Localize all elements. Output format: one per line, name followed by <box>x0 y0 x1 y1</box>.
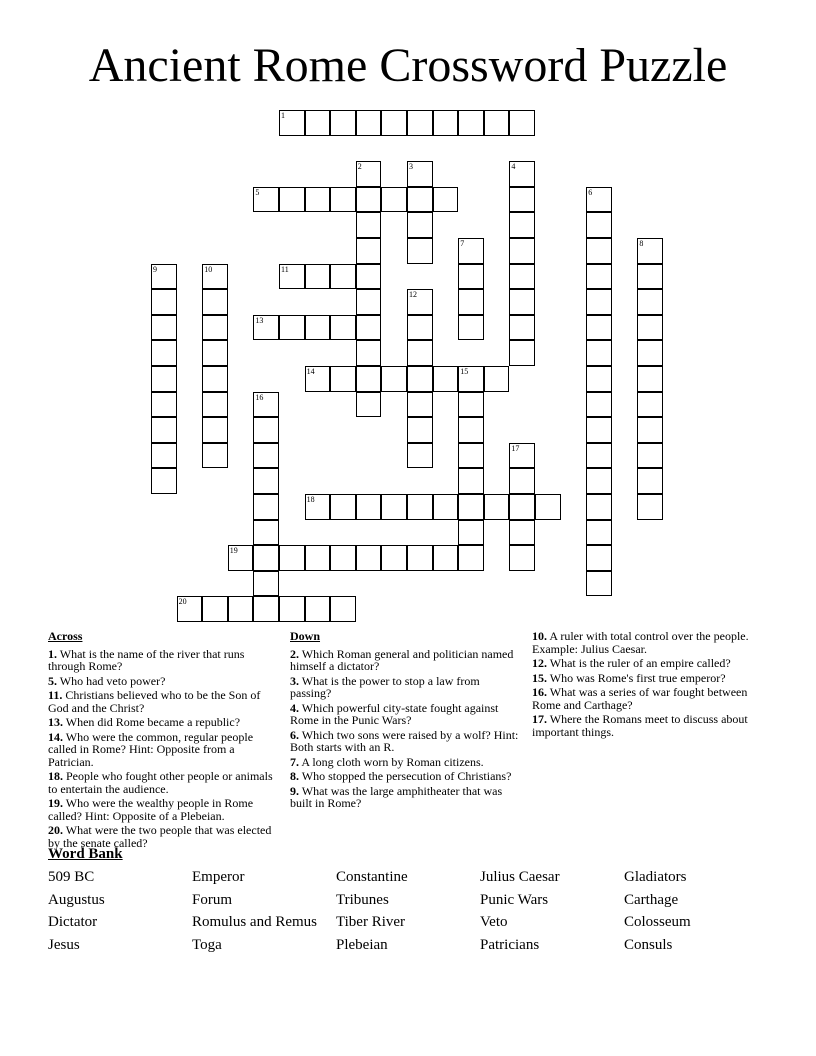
clue-number: 4. <box>290 700 299 715</box>
across-clue <box>48 716 280 729</box>
grid-cell[interactable] <box>253 315 279 341</box>
grid-cell[interactable] <box>586 468 612 494</box>
word-bank-item: Gladiators <box>624 869 687 885</box>
grid-cell[interactable] <box>637 443 663 469</box>
down-clue <box>532 657 768 670</box>
grid-cell[interactable] <box>458 392 484 418</box>
clue-text: Who were the wealthy people in Rome called? Hint: Opposite of a Plebeian. <box>48 796 254 823</box>
clue-number: 2. <box>290 646 299 661</box>
cell-number: 6 <box>588 187 593 197</box>
grid-cell[interactable] <box>586 520 612 546</box>
grid-cell[interactable] <box>586 494 612 520</box>
grid-cell[interactable] <box>330 366 356 392</box>
grid-cell[interactable] <box>151 443 177 469</box>
clue-text: People who fought other people or animals to entertain the audience. <box>48 769 273 796</box>
word-bank-item: Augustus <box>48 891 105 908</box>
grid-cell[interactable] <box>253 520 279 546</box>
grid-cell[interactable] <box>330 596 356 622</box>
cell-number: 7 <box>460 239 465 248</box>
grid-cell[interactable] <box>202 315 228 341</box>
grid-cell[interactable] <box>407 238 433 264</box>
clue-text: Who was Rome's first true emperor? <box>547 670 726 685</box>
clue-text: What is the power to stop a law from passing? <box>290 673 480 700</box>
down-clue <box>290 675 522 700</box>
clue-text: Who had veto power? <box>57 673 166 688</box>
grid-cell[interactable] <box>433 366 459 392</box>
across-clue <box>48 770 280 795</box>
grid-cell[interactable] <box>356 110 382 136</box>
grid-cell[interactable] <box>330 264 356 290</box>
grid-cell[interactable] <box>151 417 177 443</box>
grid-cell[interactable] <box>305 366 331 392</box>
grid-cell[interactable] <box>253 571 279 597</box>
grid-cell[interactable] <box>151 264 177 290</box>
grid-cell[interactable] <box>330 110 356 136</box>
cell-number: 14 <box>306 367 315 376</box>
grid-cell[interactable] <box>586 571 612 597</box>
grid-cell[interactable] <box>509 520 535 546</box>
clue-number: 12. <box>532 656 547 670</box>
cell-number: 9 <box>153 264 157 274</box>
grid-cell[interactable] <box>535 494 561 520</box>
grid-cell[interactable] <box>458 110 484 136</box>
word-bank-item: Jesus <box>48 936 80 953</box>
grid-cell[interactable] <box>458 315 484 341</box>
grid-cell[interactable] <box>407 417 433 443</box>
grid-cell[interactable] <box>381 366 407 392</box>
cell-number: 17 <box>511 443 520 453</box>
grid-cell[interactable] <box>458 417 484 443</box>
grid-cell[interactable] <box>433 545 459 571</box>
down-clue <box>290 702 522 727</box>
clue-number: 1. <box>48 646 57 661</box>
grid-cell[interactable] <box>305 315 331 341</box>
grid-cell[interactable] <box>253 494 279 520</box>
grid-cell[interactable] <box>356 494 382 520</box>
grid-cell[interactable] <box>356 289 382 315</box>
cell-number: 15 <box>460 367 469 376</box>
grid-cell[interactable] <box>356 161 382 187</box>
grid-cell[interactable] <box>484 110 510 136</box>
grid-cell[interactable] <box>279 315 305 341</box>
down-clue <box>290 756 522 769</box>
grid-cell[interactable] <box>407 392 433 418</box>
grid-cell[interactable] <box>586 366 612 392</box>
grid-cell[interactable] <box>330 545 356 571</box>
grid-cell[interactable] <box>586 340 612 366</box>
cell-number: 16 <box>255 392 264 402</box>
grid-cell[interactable] <box>228 545 254 571</box>
grid-cell[interactable] <box>305 494 331 520</box>
clue-text: Who were the common, regular people called in Rome? Hint: Opposite from a Patrician. <box>48 729 254 769</box>
down-clues-col1 <box>290 630 522 812</box>
grid-cell[interactable] <box>586 392 612 418</box>
page-title: Ancient Rome Crossword Puzzle <box>88 39 728 92</box>
grid-cell[interactable] <box>279 187 305 213</box>
grid-cell[interactable] <box>586 264 612 290</box>
grid-cell[interactable] <box>330 494 356 520</box>
grid-cell[interactable] <box>586 417 612 443</box>
word-bank-item: Patricians <box>480 936 540 953</box>
grid-cell[interactable] <box>407 545 433 571</box>
clue-text: A long cloth worn by Roman citizens. <box>299 754 484 769</box>
grid-cell[interactable] <box>637 264 663 290</box>
grid-cell[interactable] <box>407 443 433 469</box>
down-clue <box>532 630 768 655</box>
clue-number: 9. <box>290 783 299 798</box>
grid-cell[interactable] <box>509 340 535 366</box>
word-bank-item: Toga <box>192 936 222 953</box>
grid-cell[interactable] <box>202 366 228 392</box>
grid-cell[interactable] <box>151 315 177 341</box>
down-clue <box>532 686 768 711</box>
clue-text: When did Rome became a republic? <box>63 715 241 729</box>
word-bank-item: Tiber River <box>336 914 406 930</box>
grid-cell[interactable] <box>279 545 305 571</box>
grid-cell[interactable] <box>484 494 510 520</box>
grid-cell[interactable] <box>509 161 535 187</box>
grid-cell[interactable] <box>151 289 177 315</box>
clue-number: 20. <box>48 823 63 837</box>
clue-number: 3. <box>290 673 299 688</box>
grid-cell[interactable] <box>433 110 459 136</box>
word-bank-heading: Word Bank <box>48 846 123 862</box>
word-bank-item: Plebeian <box>336 936 388 953</box>
grid-cell[interactable] <box>407 366 433 392</box>
grid-cell[interactable] <box>381 494 407 520</box>
grid-cell[interactable] <box>407 110 433 136</box>
grid-cell[interactable] <box>586 212 612 238</box>
across-clue <box>48 648 280 673</box>
grid-cell[interactable] <box>637 417 663 443</box>
across-clue <box>48 689 280 714</box>
grid-cell[interactable] <box>458 545 484 571</box>
clue-number: 19. <box>48 796 63 810</box>
grid-cell[interactable] <box>509 443 535 469</box>
word-bank-item: Carthage <box>624 891 679 908</box>
down-clue <box>290 729 522 754</box>
grid-cell[interactable] <box>202 417 228 443</box>
grid-cell[interactable] <box>509 289 535 315</box>
grid-cell[interactable] <box>637 468 663 494</box>
cell-number: 3 <box>409 162 413 172</box>
grid-cell[interactable] <box>458 520 484 546</box>
clue-number: 8. <box>290 769 299 783</box>
grid-cell[interactable] <box>253 596 279 622</box>
across-clue <box>48 731 280 769</box>
word-bank-item: Emperor <box>192 869 245 885</box>
clue-text: Where the Romans meet to discuss about important things. <box>532 712 748 739</box>
down-clue <box>532 713 768 738</box>
clue-text: What is the ruler of an empire called? <box>547 656 731 670</box>
down-clues-col2 <box>532 630 768 740</box>
grid-cell[interactable] <box>356 238 382 264</box>
clue-number: 13. <box>48 715 63 729</box>
clue-text: What was a series of war fought between Rome and Carthage? <box>532 685 748 712</box>
down-clue <box>532 672 768 685</box>
grid-cell[interactable] <box>407 212 433 238</box>
grid-cell[interactable] <box>637 315 663 341</box>
grid-cell[interactable] <box>509 187 535 213</box>
word-bank-item: Consuls <box>624 936 673 953</box>
grid-cell[interactable] <box>253 392 279 418</box>
grid-cell[interactable] <box>305 187 331 213</box>
cell-number: 8 <box>639 239 644 248</box>
grid-cell[interactable] <box>202 340 228 366</box>
clue-number: 6. <box>290 727 299 742</box>
clue-number: 18. <box>48 769 63 783</box>
grid-cell[interactable] <box>637 238 663 264</box>
grid-cell[interactable] <box>509 494 535 520</box>
grid-cell[interactable] <box>356 392 382 418</box>
clue-number: 10. <box>532 629 547 643</box>
grid-cell[interactable] <box>253 545 279 571</box>
cell-number: 10 <box>204 264 213 274</box>
grid-cell[interactable] <box>305 596 331 622</box>
cell-number: 18 <box>306 495 315 504</box>
grid-cell[interactable] <box>151 392 177 418</box>
grid-cell[interactable] <box>151 366 177 392</box>
clue-text: Which powerful city-state fought against Rome in the Punic Wars? <box>290 700 499 727</box>
grid-cell[interactable] <box>407 187 433 213</box>
grid-cell[interactable] <box>305 264 331 290</box>
grid-cell[interactable] <box>330 187 356 213</box>
grid-cell[interactable] <box>637 289 663 315</box>
grid-cell[interactable] <box>279 264 305 290</box>
cell-number: 11 <box>281 264 289 274</box>
word-bank-item: Veto <box>480 914 508 930</box>
cell-number: 13 <box>255 315 264 325</box>
word-bank-item: Dictator <box>48 914 98 930</box>
grid-cell[interactable] <box>356 264 382 290</box>
grid-cell[interactable] <box>407 494 433 520</box>
grid-cell[interactable] <box>637 494 663 520</box>
grid-cell[interactable] <box>509 212 535 238</box>
grid-cell[interactable] <box>458 289 484 315</box>
clue-text: What were the two people that was elected by the senate called? <box>48 823 272 850</box>
across-clue <box>48 797 280 822</box>
grid-cell[interactable] <box>356 366 382 392</box>
grid-cell[interactable] <box>279 596 305 622</box>
grid-cell[interactable] <box>458 443 484 469</box>
cell-number: 1 <box>281 111 285 120</box>
grid-cell[interactable] <box>586 289 612 315</box>
grid-cell[interactable] <box>637 340 663 366</box>
across-heading: Across <box>48 629 83 643</box>
clue-text: A ruler with total control over the people. Example: Julius Caesar. <box>532 629 749 656</box>
down-heading: Down <box>290 629 321 643</box>
grid-cell[interactable] <box>407 315 433 341</box>
grid-cell[interactable] <box>433 494 459 520</box>
grid-cell[interactable] <box>202 596 228 622</box>
grid-cell[interactable] <box>509 315 535 341</box>
grid-cell[interactable] <box>202 264 228 290</box>
grid-cell[interactable] <box>381 110 407 136</box>
grid-cell[interactable] <box>509 264 535 290</box>
down-clue <box>290 648 522 673</box>
grid-cell[interactable] <box>637 392 663 418</box>
clue-text: Who stopped the persecution of Christians? <box>299 769 512 783</box>
grid-cell[interactable] <box>433 187 459 213</box>
grid-cell[interactable] <box>305 110 331 136</box>
clue-text: What was the large amphitheater that was built in Rome? <box>290 783 503 810</box>
clue-number: 11. <box>48 688 63 702</box>
word-bank-item: Tribunes <box>336 891 389 908</box>
word-bank-item: Constantine <box>336 869 408 885</box>
grid-cell[interactable] <box>305 545 331 571</box>
clue-number: 17. <box>532 712 547 726</box>
grid-cell[interactable] <box>202 289 228 315</box>
grid-cell[interactable] <box>407 289 433 315</box>
grid-cell[interactable] <box>484 366 510 392</box>
grid-cell[interactable] <box>509 110 535 136</box>
grid-cell[interactable] <box>637 366 663 392</box>
grid-cell[interactable] <box>509 468 535 494</box>
grid-cell[interactable] <box>586 238 612 264</box>
grid-cell[interactable] <box>381 187 407 213</box>
grid-cell[interactable] <box>458 494 484 520</box>
grid-cell[interactable] <box>509 545 535 571</box>
cell-number: 19 <box>229 546 238 556</box>
grid-cell[interactable] <box>586 315 612 341</box>
clue-number: 16. <box>532 685 547 699</box>
grid-cell[interactable] <box>458 468 484 494</box>
cell-number: 12 <box>409 290 417 300</box>
grid-cell[interactable] <box>202 392 228 418</box>
down-clue <box>290 785 522 810</box>
across-clue <box>48 675 280 688</box>
grid-cell[interactable] <box>356 187 382 213</box>
grid-cell[interactable] <box>253 468 279 494</box>
grid-cell[interactable] <box>458 264 484 290</box>
clue-text: What is the name of the river that runs through Rome? <box>48 646 245 673</box>
grid-cell[interactable] <box>356 212 382 238</box>
grid-cell[interactable] <box>228 596 254 622</box>
grid-cell[interactable] <box>177 596 203 622</box>
clue-text: Which Roman general and politician named himself a dictator? <box>290 646 514 673</box>
cell-number: 5 <box>255 187 260 197</box>
grid-cell[interactable] <box>509 238 535 264</box>
grid-cell[interactable] <box>407 340 433 366</box>
word-bank-item: Punic Wars <box>480 891 549 908</box>
grid-cell[interactable] <box>356 315 382 341</box>
down-clue <box>290 770 522 783</box>
grid-cell[interactable] <box>407 161 433 187</box>
grid-cell[interactable] <box>356 340 382 366</box>
clue-text: Which two sons were raised by a wolf? Hint: Both starts with an R. <box>290 727 519 754</box>
word-bank-item: Romulus and Remus <box>192 914 318 930</box>
clue-number: 5. <box>48 673 57 688</box>
grid-cell[interactable] <box>253 187 279 213</box>
clue-text: Christians believed who to be the Son of God and the Christ? <box>48 688 261 715</box>
grid-cell[interactable] <box>381 545 407 571</box>
grid-cell[interactable] <box>151 468 177 494</box>
word-bank-item: 509 BC <box>48 869 95 885</box>
grid-cell[interactable] <box>458 366 484 392</box>
grid-cell[interactable] <box>458 238 484 264</box>
across-clues <box>48 630 280 851</box>
clue-number: 14. <box>48 729 63 744</box>
grid-cell[interactable] <box>356 545 382 571</box>
grid-cell[interactable] <box>586 443 612 469</box>
grid-cell[interactable] <box>586 187 612 213</box>
grid-cell[interactable] <box>253 443 279 469</box>
cell-number: 4 <box>511 162 516 172</box>
clue-number: 15. <box>532 670 547 685</box>
word-bank-item: Julius Caesar <box>480 869 560 885</box>
cell-number: 2 <box>357 162 362 172</box>
grid-cell[interactable] <box>253 417 279 443</box>
grid-cell[interactable] <box>586 545 612 571</box>
clue-number: 7. <box>290 754 299 769</box>
grid-cell[interactable] <box>279 110 305 136</box>
word-bank-item: Colosseum <box>624 914 691 930</box>
grid-cell[interactable] <box>202 443 228 469</box>
grid-cell[interactable] <box>330 315 356 341</box>
grid-cell[interactable] <box>151 340 177 366</box>
cell-number: 20 <box>178 597 187 607</box>
word-bank-item: Forum <box>192 891 233 908</box>
